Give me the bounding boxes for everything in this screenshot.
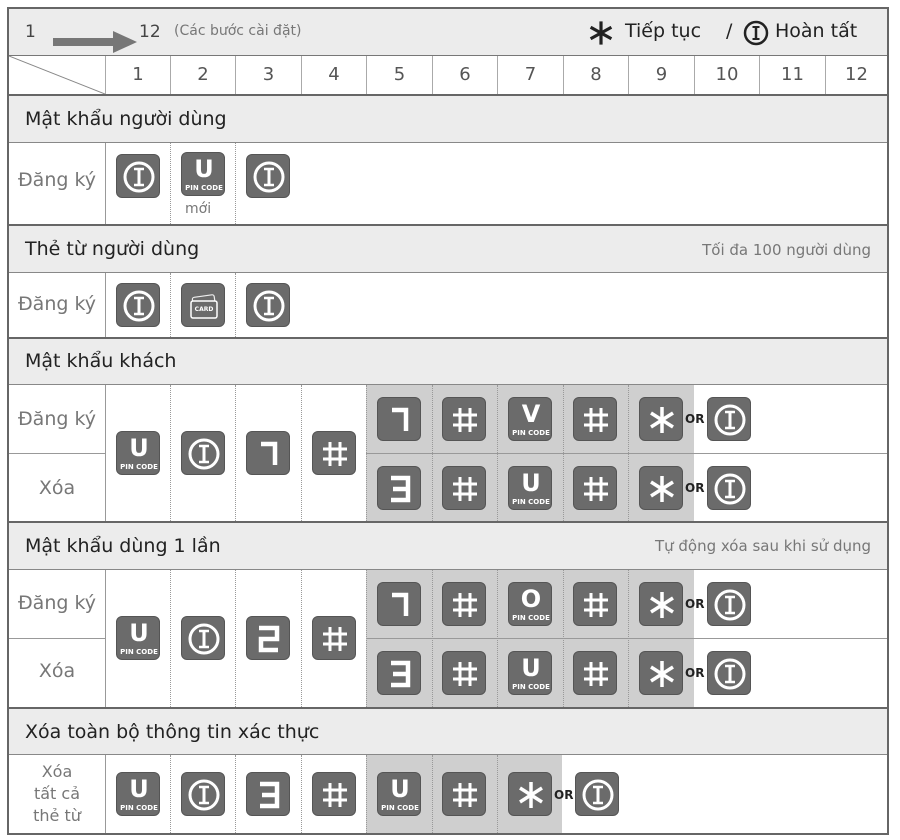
key-letter: O xyxy=(520,585,542,613)
legend-finish: Hoàn tất xyxy=(775,20,858,42)
or-label: OR xyxy=(685,597,705,611)
key-letter: U xyxy=(521,469,541,497)
section-onetime-password xyxy=(9,523,887,570)
asterisk-key-icon xyxy=(639,397,683,441)
row-user-password-register xyxy=(9,143,887,226)
key-caption: PIN CODE xyxy=(120,648,158,656)
user-pin-key-icon xyxy=(377,772,421,816)
divider xyxy=(497,570,498,707)
divider xyxy=(105,570,106,707)
section-note: Tự động xóa sau khi sử dụng xyxy=(654,537,871,555)
divider xyxy=(170,570,171,707)
card-key-icon xyxy=(181,283,225,327)
key-caption: PIN CODE xyxy=(120,463,158,471)
digit-3-key-icon xyxy=(377,466,421,510)
column-header: 8 xyxy=(563,56,628,94)
key-caption: PIN CODE xyxy=(512,498,550,506)
divider xyxy=(628,385,629,521)
finish-key-icon xyxy=(181,616,225,660)
divider xyxy=(235,143,236,224)
divider xyxy=(366,755,367,833)
key-caption: PIN CODE xyxy=(185,184,223,192)
asterisk-key-icon xyxy=(639,582,683,626)
or-label: OR xyxy=(685,412,705,426)
key-caption: PIN CODE xyxy=(381,804,419,812)
divider xyxy=(170,385,171,521)
hash-key-icon xyxy=(442,397,486,441)
user-pin-key-icon xyxy=(116,772,160,816)
finish-key-icon xyxy=(181,772,225,816)
user-pin-key-icon xyxy=(508,651,552,695)
key-letter: U xyxy=(129,434,149,462)
section-title: Mật khẩu dùng 1 lần xyxy=(25,535,221,557)
finish-key-icon xyxy=(181,431,225,475)
column-header: 11 xyxy=(759,56,825,94)
asterisk-icon xyxy=(589,21,613,45)
divider xyxy=(105,273,106,337)
onetime-pin-key-icon xyxy=(508,582,552,626)
divider xyxy=(170,755,171,833)
digit-3-key-icon xyxy=(246,772,290,816)
hash-key-icon xyxy=(573,466,617,510)
steps-note: (Các bước cài đặt) xyxy=(174,23,302,39)
divider xyxy=(105,385,106,521)
section-user-password xyxy=(9,96,887,143)
divider xyxy=(301,570,302,707)
finish-key-icon xyxy=(575,772,619,816)
digit-1-key-icon xyxy=(377,397,421,441)
new-label: mới xyxy=(185,201,212,217)
hash-key-icon xyxy=(442,582,486,626)
section-title: Thẻ từ người dùng xyxy=(25,238,200,260)
hash-key-icon xyxy=(442,651,486,695)
user-pin-key-icon xyxy=(116,616,160,660)
divider xyxy=(563,385,564,521)
section-user-card xyxy=(9,226,887,273)
finish-key-icon xyxy=(246,283,290,327)
finish-key-icon xyxy=(707,651,751,695)
key-letter: U xyxy=(129,619,149,647)
steps-header xyxy=(9,9,887,56)
key-caption: PIN CODE xyxy=(120,804,158,812)
row-label: Đăng ký xyxy=(17,293,97,315)
row-label: Xóa xyxy=(41,762,73,781)
or-label: OR xyxy=(685,666,705,680)
step-end: 12 xyxy=(139,22,161,42)
asterisk-key-icon xyxy=(508,772,552,816)
divider xyxy=(9,453,105,454)
arrow-right-icon xyxy=(53,31,137,53)
column-header: 7 xyxy=(497,56,563,94)
key-letter: U xyxy=(194,155,214,183)
key-caption: PIN CODE xyxy=(512,614,550,622)
divider xyxy=(628,570,629,707)
row-label: Đăng ký xyxy=(17,169,97,191)
divider xyxy=(170,143,171,224)
column-header-row xyxy=(9,56,887,96)
finish-key-icon xyxy=(707,466,751,510)
hash-key-icon xyxy=(573,397,617,441)
key-caption: CARD xyxy=(194,306,214,313)
asterisk-key-icon xyxy=(639,651,683,695)
asterisk-key-icon xyxy=(639,466,683,510)
digit-2-key-icon xyxy=(246,616,290,660)
user-pin-key-icon xyxy=(181,152,225,196)
divider xyxy=(235,570,236,707)
section-guest-password xyxy=(9,339,887,385)
finish-key-icon xyxy=(707,582,751,626)
key-caption: PIN CODE xyxy=(512,683,550,691)
rows-onetime-password xyxy=(9,570,887,709)
digit-3-key-icon xyxy=(377,651,421,695)
divider xyxy=(105,755,106,833)
column-header: 5 xyxy=(366,56,432,94)
section-title: Mật khẩu người dùng xyxy=(25,108,227,130)
key-letter: U xyxy=(521,654,541,682)
key-letter: U xyxy=(129,775,149,803)
row-delete-all-cards xyxy=(9,755,887,833)
column-header: 2 xyxy=(170,56,235,94)
user-pin-key-icon xyxy=(116,431,160,475)
column-header: 10 xyxy=(694,56,759,94)
divider xyxy=(497,755,498,833)
divider xyxy=(432,755,433,833)
legend-slash: / xyxy=(726,20,733,42)
row-user-card-register xyxy=(9,273,887,339)
row-label: Đăng ký xyxy=(17,592,97,614)
finish-key-icon xyxy=(116,283,160,327)
divider xyxy=(301,385,302,521)
divider xyxy=(432,570,433,707)
legend-continue: Tiếp tục xyxy=(625,20,702,42)
hash-key-icon xyxy=(442,772,486,816)
divider xyxy=(105,143,106,224)
row-label: thẻ từ xyxy=(33,806,81,825)
divider xyxy=(235,385,236,521)
digit-1-key-icon xyxy=(246,431,290,475)
rows-guest-password xyxy=(9,385,887,523)
finish-key-icon xyxy=(707,397,751,441)
or-label: OR xyxy=(685,481,705,495)
divider xyxy=(497,385,498,521)
column-header: 9 xyxy=(628,56,694,94)
column-header: 3 xyxy=(235,56,301,94)
finish-icon xyxy=(743,20,769,46)
column-header: 12 xyxy=(825,56,887,94)
key-letter: U xyxy=(390,775,410,803)
divider xyxy=(432,385,433,521)
divider xyxy=(235,755,236,833)
divider xyxy=(366,385,367,521)
visitor-pin-key-icon xyxy=(508,397,552,441)
divider xyxy=(9,638,105,639)
hash-key-icon xyxy=(312,772,356,816)
section-title: Xóa toàn bộ thông tin xác thực xyxy=(25,721,320,743)
row-label: Xóa xyxy=(38,477,76,499)
divider xyxy=(366,570,367,707)
finish-key-icon xyxy=(116,154,160,198)
column-header: 6 xyxy=(432,56,497,94)
divider xyxy=(366,638,887,639)
divider xyxy=(170,273,171,337)
divider xyxy=(301,755,302,833)
row-label: Xóa xyxy=(38,660,76,682)
divider xyxy=(366,453,887,454)
section-delete-all xyxy=(9,709,887,755)
finish-key-icon xyxy=(246,154,290,198)
digit-1-key-icon xyxy=(377,582,421,626)
hash-key-icon xyxy=(312,616,356,660)
row-label: tất cả xyxy=(33,784,81,803)
column-header: 4 xyxy=(301,56,366,94)
hash-key-icon xyxy=(573,582,617,626)
row-label: Đăng ký xyxy=(17,408,97,430)
column-header: 1 xyxy=(105,56,170,94)
key-caption: PIN CODE xyxy=(512,429,550,437)
user-pin-key-icon xyxy=(508,466,552,510)
hash-key-icon xyxy=(312,431,356,475)
divider xyxy=(235,273,236,337)
hash-key-icon xyxy=(573,651,617,695)
section-title: Mật khẩu khách xyxy=(25,350,177,372)
hash-key-icon xyxy=(442,466,486,510)
divider xyxy=(563,570,564,707)
diagonal-corner xyxy=(9,56,105,94)
section-note: Tối đa 100 người dùng xyxy=(702,241,871,259)
or-label: OR xyxy=(554,788,574,802)
step-start: 1 xyxy=(25,22,36,42)
key-letter: V xyxy=(521,400,541,428)
